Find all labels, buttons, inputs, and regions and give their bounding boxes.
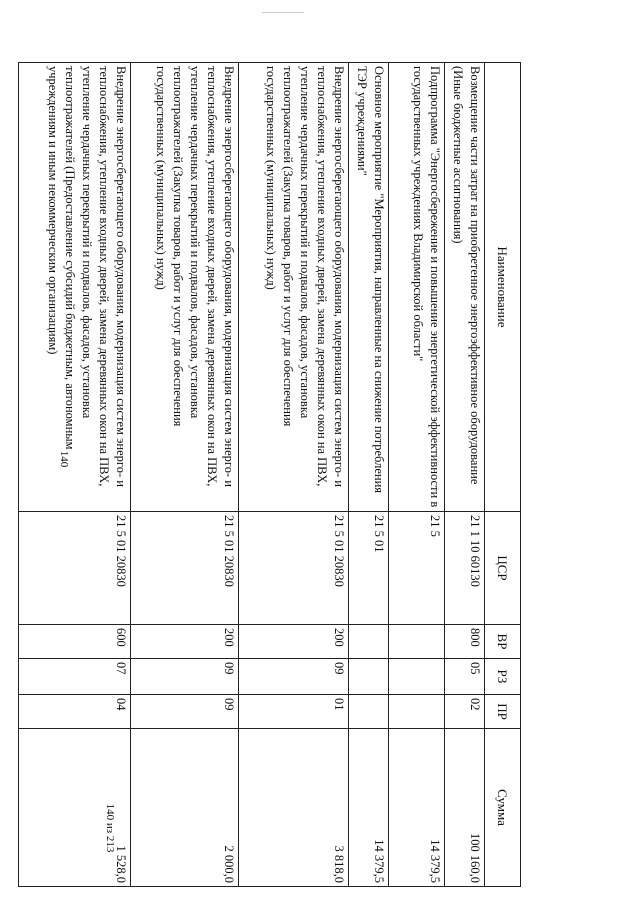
cell-csr: 21 5 01 20830: [131, 512, 239, 625]
cell-vr: [389, 625, 445, 659]
cell-pr: 02: [445, 695, 485, 729]
cell-rz: 09: [239, 659, 349, 695]
cell-name: Возмещение части затрат на приобретенное энергоэффективное оборудование (Иные бюджетные ассигнования): [445, 63, 485, 512]
cell-pr: 04: [19, 695, 131, 729]
cell-vr: 200: [131, 625, 239, 659]
header-pr: ПР: [485, 695, 521, 729]
header-csr: ЦСР: [485, 512, 521, 625]
cell-sum: 3 818,0: [239, 729, 349, 887]
cell-sum: 14 379,5: [389, 729, 445, 887]
cell-csr: 21 1 10 60130: [445, 512, 485, 625]
cell-sum: 1 528,0: [19, 729, 131, 887]
cell-name: Подпрограмма "Энергосбережение и повышение энергетической эффективности в государственных учреждениях Владимирской области": [389, 63, 445, 512]
cell-csr: 21 5 01 20830: [19, 512, 131, 625]
cell-name: Внедрение энергосберегающего оборудования, модернизация систем энерго- и теплоснабжения, утепление входных дверей, замена деревянных окон на ПВХ, утепление чердачных перекрытий и подвалов, фасадов, установка теплоотражателей (Закупка товаров, работ и услуг для обеспечения государственных (муниципальных) нужд): [239, 63, 349, 512]
cell-csr: 21 5: [389, 512, 445, 625]
cell-sum: 14 379,5: [349, 729, 389, 887]
cell-rz: 09: [131, 659, 239, 695]
header-vr: ВР: [485, 625, 521, 659]
budget-table: [18, 62, 521, 887]
cell-vr: 200: [239, 625, 349, 659]
header-name: Наименование: [485, 63, 521, 512]
cell-vr: 800: [445, 625, 485, 659]
cell-csr: 21 5 01: [349, 512, 389, 625]
table-row: [445, 63, 485, 887]
scan-top-rule: [262, 12, 304, 13]
cell-name: Внедрение энергосберегающего оборудования, модернизация систем энерго- и теплоснабжения, утепление входных дверей, замена деревянных окон на ПВХ, утепление чердачных перекрытий и подвалов, фасадов, установка теплоотражателей (Предоставление субсидий бюджетным, автономным учреждениям и иным некоммерческим организациям): [19, 63, 131, 512]
page-number: 140: [58, 450, 70, 468]
cell-rz: 05: [445, 659, 485, 695]
cell-pr: 09: [131, 695, 239, 729]
table-row: [131, 63, 239, 887]
cell-csr: 21 5 01 20830: [239, 512, 349, 625]
table-row: [239, 63, 349, 887]
header-sum: Сумма: [485, 729, 521, 887]
table-row: [389, 63, 445, 887]
cell-name: Основное мероприятие "Мероприятия, направленные на снижение потребления ТЭР учреждениями": [349, 63, 389, 512]
cell-rz: [349, 659, 389, 695]
cell-name: Внедрение энергосберегающего оборудования, модернизация систем энерго- и теплоснабжения, утепление входных дверей, замена деревянных окон на ПВХ, утепление чердачных перекрытий и подвалов, фасадов, установка теплоотражателей (Закупка товаров, работ и услуг для обеспечения государственных (муниципальных) нужд): [131, 63, 239, 512]
cell-sum: 2 000,0: [131, 729, 239, 887]
header-rz: РЗ: [485, 659, 521, 695]
cell-vr: [349, 625, 389, 659]
cell-vr: 600: [19, 625, 131, 659]
cell-pr: 01: [239, 695, 349, 729]
cell-pr: [349, 695, 389, 729]
cell-rz: [389, 659, 445, 695]
table-row: [19, 63, 131, 887]
page-footer: 140 из 213: [104, 803, 116, 853]
cell-rz: 07: [19, 659, 131, 695]
cell-pr: [389, 695, 445, 729]
cell-sum: 100 160,0: [445, 729, 485, 887]
table-header-row: [485, 63, 521, 887]
table-row: [349, 63, 389, 887]
